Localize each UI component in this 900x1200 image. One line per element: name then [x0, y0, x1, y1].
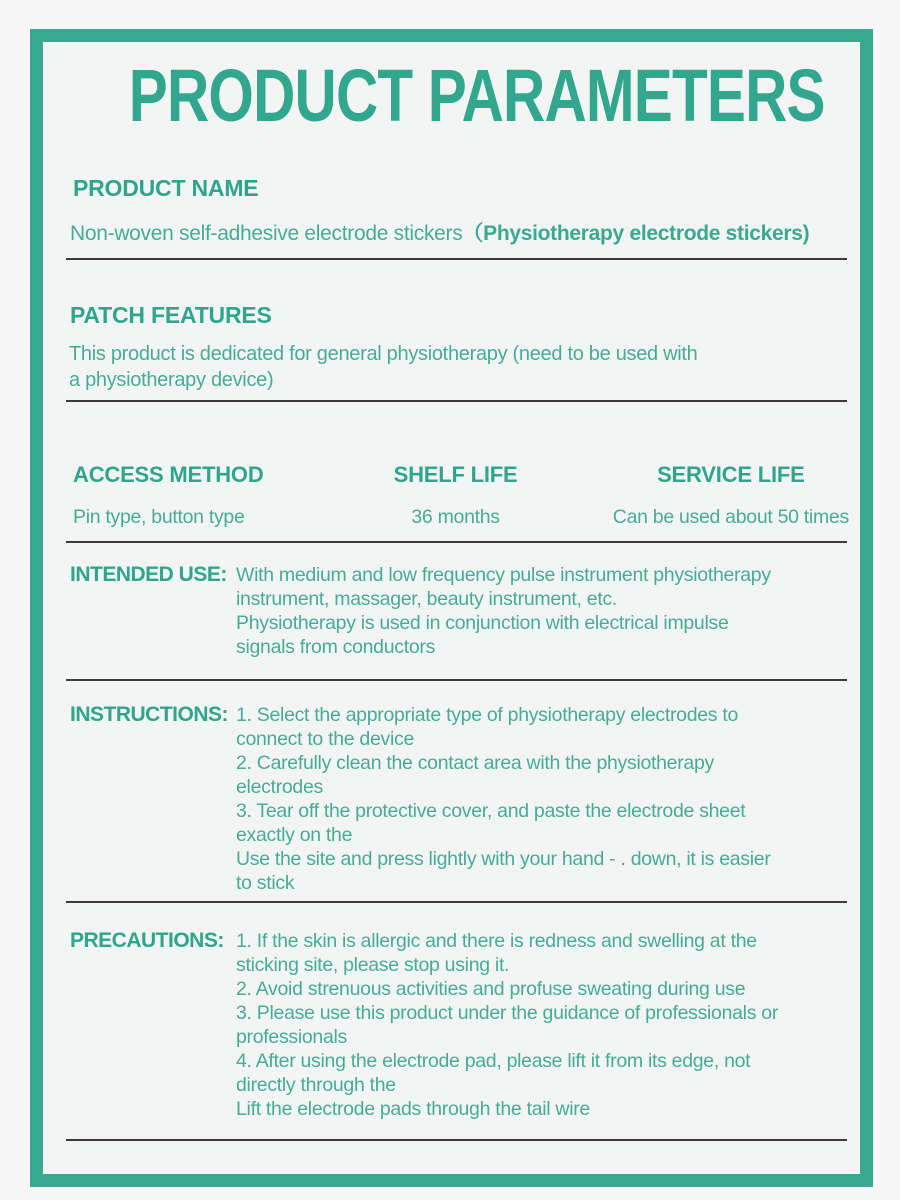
section-patch-features	[43, 304, 860, 402]
spec-shelf-life	[353, 463, 557, 529]
precautions-label: PRECAUTIONS:	[70, 929, 224, 952]
spec-heading: SHELF LIFE	[393, 462, 518, 487]
border-frame	[30, 29, 873, 1187]
product-name-value	[70, 220, 860, 247]
spec-access-method	[43, 463, 353, 529]
text-line: sticking site, please stop using it.	[236, 954, 510, 976]
intended-use-text	[236, 563, 860, 659]
text-line: connect to the device	[236, 728, 414, 750]
text-line: directly through the	[236, 1074, 396, 1096]
spec-heading: SERVICE LIFE	[657, 462, 805, 487]
text-line: instrument, massager, beauty instrument, etc.	[236, 588, 618, 610]
spec-heading: ACCESS METHOD	[73, 462, 264, 487]
text-line: Use the site and press lightly with your hand - . down, it is easier	[236, 848, 771, 870]
precautions-row	[43, 929, 860, 1121]
page-title: PRODUCT PARAMETERS	[128, 54, 825, 137]
text-line: 3. Please use this product under the guidance of professionals or	[236, 1002, 779, 1024]
divider	[66, 679, 847, 681]
text-line: 1. Select the appropriate type of physiotherapy electrodes to	[236, 704, 739, 726]
divider	[66, 541, 847, 543]
intended-use-label: INTENDED USE:	[70, 563, 227, 586]
product-name-paren-text: （Physiotherapy electrode stickers)	[462, 222, 810, 245]
instructions-label: INSTRUCTIONS:	[70, 703, 228, 726]
precautions-text	[236, 929, 860, 1121]
text-line: professionals	[236, 1026, 347, 1048]
text-line: 2. Carefully clean the contact area with the physiotherapy	[236, 752, 714, 774]
text-line: 1. If the skin is allergic and there is redness and swelling at the	[236, 930, 757, 952]
section-specs	[43, 463, 860, 543]
text-line: Lift the electrode pads through the tail wire	[236, 1098, 590, 1120]
spec-service-life	[580, 463, 860, 529]
specs-grid	[43, 463, 860, 529]
divider	[66, 400, 847, 402]
intended-use-row	[43, 563, 860, 659]
instructions-text	[236, 703, 860, 895]
text-line: 3. Tear off the protective cover, and paste the electrode sheet	[236, 800, 746, 822]
section-instructions	[43, 703, 860, 903]
text-line: exactly on the	[236, 824, 353, 846]
divider	[66, 258, 847, 260]
spec-value: Can be used about 50 times	[612, 506, 849, 528]
text-line: signals from conductors	[236, 636, 436, 658]
text-line: to stick	[236, 872, 295, 894]
text-line: 2. Avoid strenuous activities and profuse sweating during use	[236, 978, 746, 1000]
divider	[66, 901, 847, 903]
text-line: This product is dedicated for general physiotherapy (need to be used with	[69, 343, 698, 365]
product-name-heading: PRODUCT NAME	[73, 175, 259, 201]
sheet-content	[43, 42, 860, 1174]
text-line: Physiotherapy is used in conjunction with electrical impulse	[236, 612, 729, 634]
text-line: 4. After using the electrode pad, please lift it from its edge, not	[236, 1050, 751, 1072]
section-precautions	[43, 929, 860, 1141]
section-intended-use	[43, 563, 860, 681]
spec-value: Pin type, button type	[73, 506, 245, 528]
text-line: a physiotherapy device)	[69, 369, 274, 391]
section-product-name	[43, 177, 860, 260]
spec-value: 36 months	[411, 506, 500, 528]
patch-features-heading: PATCH FEATURES	[70, 302, 272, 328]
text-line: electrodes	[236, 776, 323, 798]
divider	[66, 1139, 847, 1141]
instructions-row	[43, 703, 860, 895]
product-name-text: Non-woven self-adhesive electrode stickers	[70, 222, 463, 245]
patch-features-body	[69, 341, 860, 393]
text-line: With medium and low frequency pulse instrument physiotherapy	[236, 564, 771, 586]
